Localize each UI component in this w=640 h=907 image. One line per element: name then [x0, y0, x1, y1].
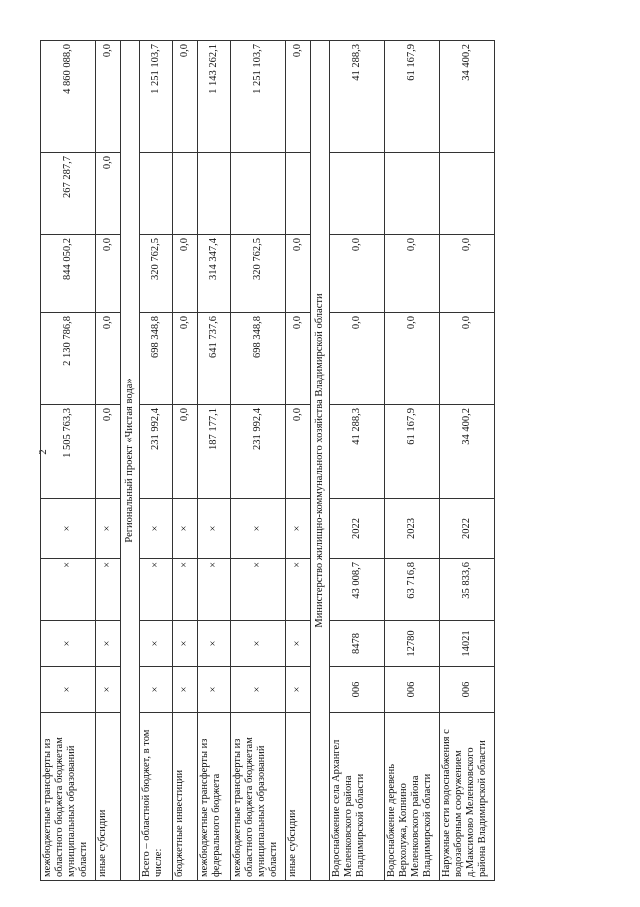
cell-name: иные субсидии	[286, 713, 311, 881]
table-row	[231, 41, 286, 881]
cell-gr: ×	[198, 667, 231, 713]
cell-year: 2022	[440, 499, 495, 559]
cell-v3	[330, 153, 385, 235]
table-row	[440, 41, 495, 881]
cell-year: ×	[96, 499, 121, 559]
cell-name: межбюджетные трансферты из федерального бюджета	[198, 713, 231, 881]
cell-total: 231 992,4	[140, 405, 173, 499]
cell-year: ×	[140, 499, 173, 559]
cell-gr: ×	[173, 667, 198, 713]
cell-kod: ×	[41, 621, 96, 667]
cell-v3	[385, 153, 440, 235]
cell-name: Водоснабжение деревень Верхолужа, Копнино Меленковского района Владимирской области	[385, 713, 440, 881]
section-row	[121, 41, 140, 881]
cell-kod: ×	[198, 621, 231, 667]
section-title: Региональный проект «Чистая вода»	[121, 41, 140, 881]
cell-v2: 0,0	[96, 235, 121, 313]
cell-kod: 14021	[440, 621, 495, 667]
cell-v4: 4 860 088,0	[41, 41, 96, 153]
cell-total: 41 288,3	[330, 405, 385, 499]
cell-v1: 0,0	[385, 313, 440, 405]
cell-v1: 0,0	[286, 313, 311, 405]
cell-total: 61 167,9	[385, 405, 440, 499]
cell-v1: 0,0	[96, 313, 121, 405]
cell-v4: 0,0	[286, 41, 311, 153]
table-row	[286, 41, 311, 881]
cell-v3	[198, 153, 231, 235]
cell-v3: 0,0	[96, 153, 121, 235]
cell-v3	[440, 153, 495, 235]
cell-gr: ×	[96, 667, 121, 713]
cell-total: 34 400,2	[440, 405, 495, 499]
page-number: 2	[36, 449, 49, 455]
cell-kod: ×	[140, 621, 173, 667]
cell-name: межбюджетные трансферты из областного бюджета бюджетам муниципальных образований области	[231, 713, 286, 881]
cell-price: ×	[96, 559, 121, 621]
cell-price: ×	[286, 559, 311, 621]
cell-v3	[140, 153, 173, 235]
table-row	[385, 41, 440, 881]
cell-gr: ×	[140, 667, 173, 713]
cell-total: 1 505 763,3	[41, 405, 96, 499]
table-row	[198, 41, 231, 881]
cell-v3	[231, 153, 286, 235]
cell-name: Всего – областной бюджет, в том числе:	[140, 713, 173, 881]
cell-v3: 267 287,7	[41, 153, 96, 235]
cell-gr: ×	[286, 667, 311, 713]
cell-year: 2022	[330, 499, 385, 559]
cell-v2: 0,0	[286, 235, 311, 313]
cell-gr: ×	[231, 667, 286, 713]
cell-price: 43 008,7	[330, 559, 385, 621]
cell-kod: 8478	[330, 621, 385, 667]
cell-price: ×	[231, 559, 286, 621]
cell-v4: 41 288,3	[330, 41, 385, 153]
cell-v1: 0,0	[330, 313, 385, 405]
cell-total: 231 992,4	[231, 405, 286, 499]
cell-kod: 12780	[385, 621, 440, 667]
cell-gr: 006	[385, 667, 440, 713]
cell-kod: ×	[231, 621, 286, 667]
cell-name: Наружные сети водоснабжения с водозаборным сооружением д.Максимово Меленковского района Владимирской области	[440, 713, 495, 881]
cell-v2: 0,0	[330, 235, 385, 313]
cell-year: ×	[231, 499, 286, 559]
cell-kod: ×	[173, 621, 198, 667]
section-title: Министерство жилищно-коммунального хозяйства Владимирской области	[311, 41, 330, 881]
cell-v2: 320 762,5	[231, 235, 286, 313]
cell-v4: 1 143 262,1	[198, 41, 231, 153]
cell-v1: 698 348,8	[231, 313, 286, 405]
table-row	[140, 41, 173, 881]
cell-name: межбюджетные трансферты из областного бюджета бюджетам муниципальных образований области	[41, 713, 96, 881]
cell-v1: 2 130 786,8	[41, 313, 96, 405]
cell-v3	[173, 153, 198, 235]
cell-name: иные субсидии	[96, 713, 121, 881]
cell-gr: 006	[330, 667, 385, 713]
cell-total: 0,0	[173, 405, 198, 499]
cell-v1: 698 348,8	[140, 313, 173, 405]
cell-v1: 641 737,6	[198, 313, 231, 405]
cell-kod: ×	[96, 621, 121, 667]
cell-total: 0,0	[286, 405, 311, 499]
cell-year: ×	[286, 499, 311, 559]
cell-v4: 0,0	[173, 41, 198, 153]
cell-v4: 1 251 103,7	[231, 41, 286, 153]
cell-year: ×	[173, 499, 198, 559]
cell-v4: 1 251 103,7	[140, 41, 173, 153]
cell-year: 2023	[385, 499, 440, 559]
cell-name: Водоснабжение села Архангел Меленковского района Владимирской области	[330, 713, 385, 881]
cell-price: ×	[173, 559, 198, 621]
rotated-table-container	[40, 41, 588, 881]
cell-name: бюджетные инвестиции	[173, 713, 198, 881]
cell-kod: ×	[286, 621, 311, 667]
cell-v2: 0,0	[385, 235, 440, 313]
table-row	[96, 41, 121, 881]
cell-price: 63 716,8	[385, 559, 440, 621]
cell-v1: 0,0	[173, 313, 198, 405]
cell-v2: 844 050,2	[41, 235, 96, 313]
cell-gr: 006	[440, 667, 495, 713]
cell-year: ×	[198, 499, 231, 559]
cell-total: 0,0	[96, 405, 121, 499]
cell-v4: 61 167,9	[385, 41, 440, 153]
cell-total: 187 177,1	[198, 405, 231, 499]
cell-gr: ×	[41, 667, 96, 713]
cell-v2: 314 347,4	[198, 235, 231, 313]
cell-price: 35 833,6	[440, 559, 495, 621]
cell-v4: 34 400,2	[440, 41, 495, 153]
table-row	[173, 41, 198, 881]
cell-year: ×	[41, 499, 96, 559]
cell-v2: 0,0	[440, 235, 495, 313]
cell-v2: 0,0	[173, 235, 198, 313]
cell-price: ×	[140, 559, 173, 621]
table-row	[41, 41, 96, 881]
cell-price: ×	[41, 559, 96, 621]
cell-v3	[286, 153, 311, 235]
cell-v2: 320 762,5	[140, 235, 173, 313]
table-row	[330, 41, 385, 881]
cell-v1: 0,0	[440, 313, 495, 405]
cell-v4: 0,0	[96, 41, 121, 153]
cell-price: ×	[198, 559, 231, 621]
section-row	[311, 41, 330, 881]
budget-table	[40, 40, 495, 881]
